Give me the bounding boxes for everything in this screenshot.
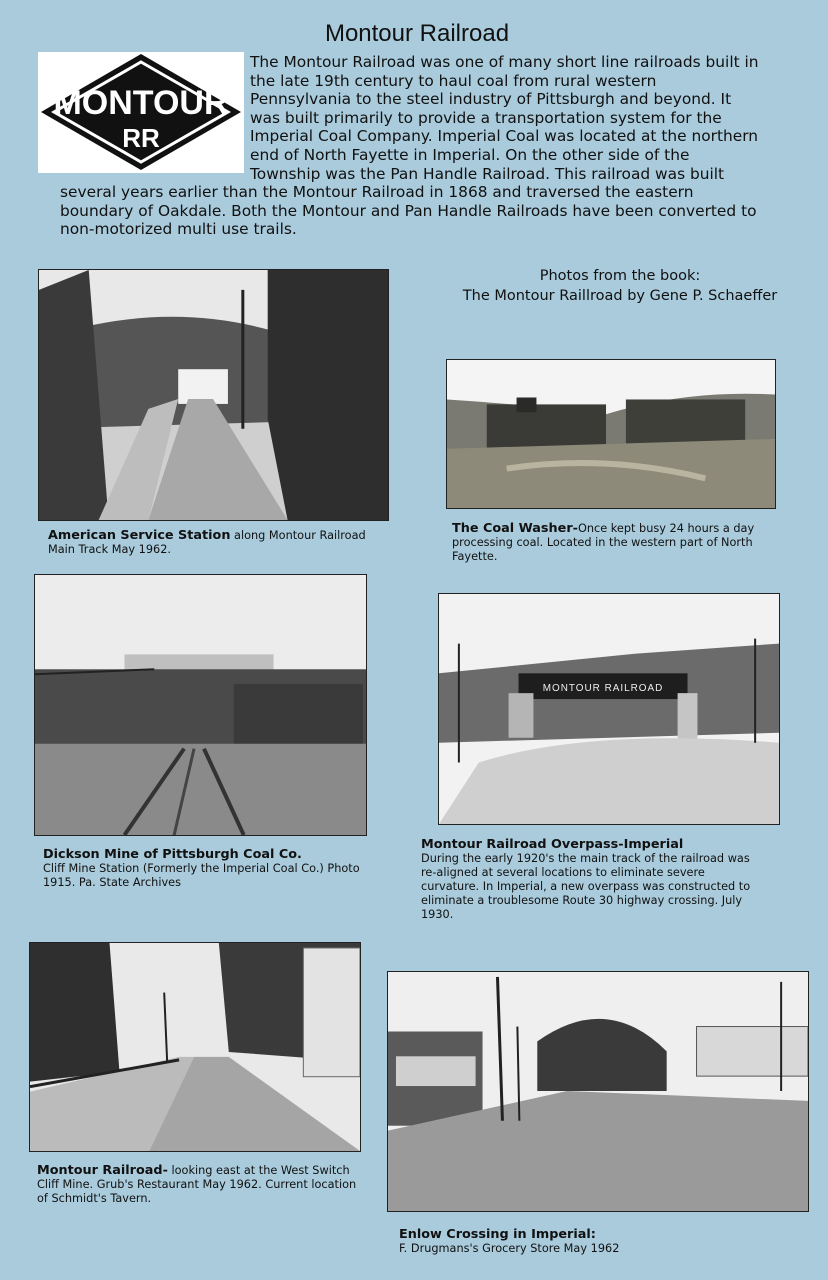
enlow-crossing-caption bbox=[399, 1228, 799, 1256]
coal-washer-caption bbox=[452, 522, 772, 564]
caption-title: Dickson Mine of Pittsburgh Coal Co. bbox=[43, 847, 302, 862]
west-switch-caption bbox=[37, 1164, 357, 1206]
credit-line1: Photos from the book: bbox=[539, 268, 701, 284]
caption-title: Montour Railroad Overpass-Imperial bbox=[421, 837, 684, 852]
coal-washer-photo bbox=[446, 359, 776, 509]
overpass-sign: MONTOUR RAILROAD bbox=[542, 683, 664, 695]
caption-text: F. Drugmans's Grocery Store May 1962 bbox=[399, 1242, 620, 1255]
overpass-caption bbox=[421, 838, 751, 922]
page-title: Montour Railroad bbox=[324, 20, 510, 47]
intro-text: The Montour Railroad was one of many short line railroads built in the late 19th century to haul coal from rural western Pennsylvania to the steel industry of Pittsburgh and beyond. It was built primarily to provide a transportation system for the Imperial Coal Company. Imperial Coal was located at the northern end of North Fayette in Imperial. On the other side of the Township was the Pan Handle Railroad. This railroad was built several years earlier than the Montour Railroad in 1868 and traversed the eastern boundary of Oakdale. Both the Montour and Pan Handle Railroads have been converted to non-motorized multi use trails. bbox=[60, 53, 759, 239]
service-station-caption bbox=[48, 529, 388, 557]
caption-title: The Coal Washer- bbox=[452, 521, 578, 536]
dickson-mine-photo bbox=[34, 574, 367, 836]
overpass-photo bbox=[438, 593, 780, 825]
service-station-photo bbox=[38, 269, 389, 521]
logo-line2: RR bbox=[122, 123, 160, 153]
caption-title: Enlow Crossing in Imperial: bbox=[399, 1227, 596, 1242]
caption-text: Cliff Mine Station (Formerly the Imperial Coal Co.) Photo 1915. Pa. State Archives bbox=[43, 862, 360, 889]
photo-credit bbox=[420, 266, 820, 306]
credit-line2: The Montour Raillroad by Gene P. Schaeffer bbox=[462, 288, 778, 304]
caption-title: Montour Railroad- bbox=[37, 1163, 168, 1178]
enlow-crossing-photo bbox=[387, 971, 809, 1212]
dickson-mine-caption bbox=[43, 848, 373, 890]
logo-line1: MONTOUR bbox=[53, 84, 229, 122]
caption-title: American Service Station bbox=[48, 528, 231, 543]
intro-block bbox=[60, 53, 760, 239]
caption-text: During the early 1920's the main track of the railroad was re-aligned at several locations to eliminate severe curvature. In Imperial, a new overpass was constructed to eliminate a troublesome Route 30 highway crossing. July 1930. bbox=[421, 852, 751, 921]
caption-text: Once kept busy 24 hours a day processing coal. Located in the western part of North Fayette. bbox=[452, 522, 755, 563]
caption-text: along Montour Railroad Main Track May 1962. bbox=[48, 529, 366, 556]
caption-text: looking east at the West Switch Cliff Mine. Grub's Restaurant May 1962. Current location of Schmidt's Tavern. bbox=[37, 1164, 357, 1205]
west-switch-photo bbox=[29, 942, 361, 1152]
